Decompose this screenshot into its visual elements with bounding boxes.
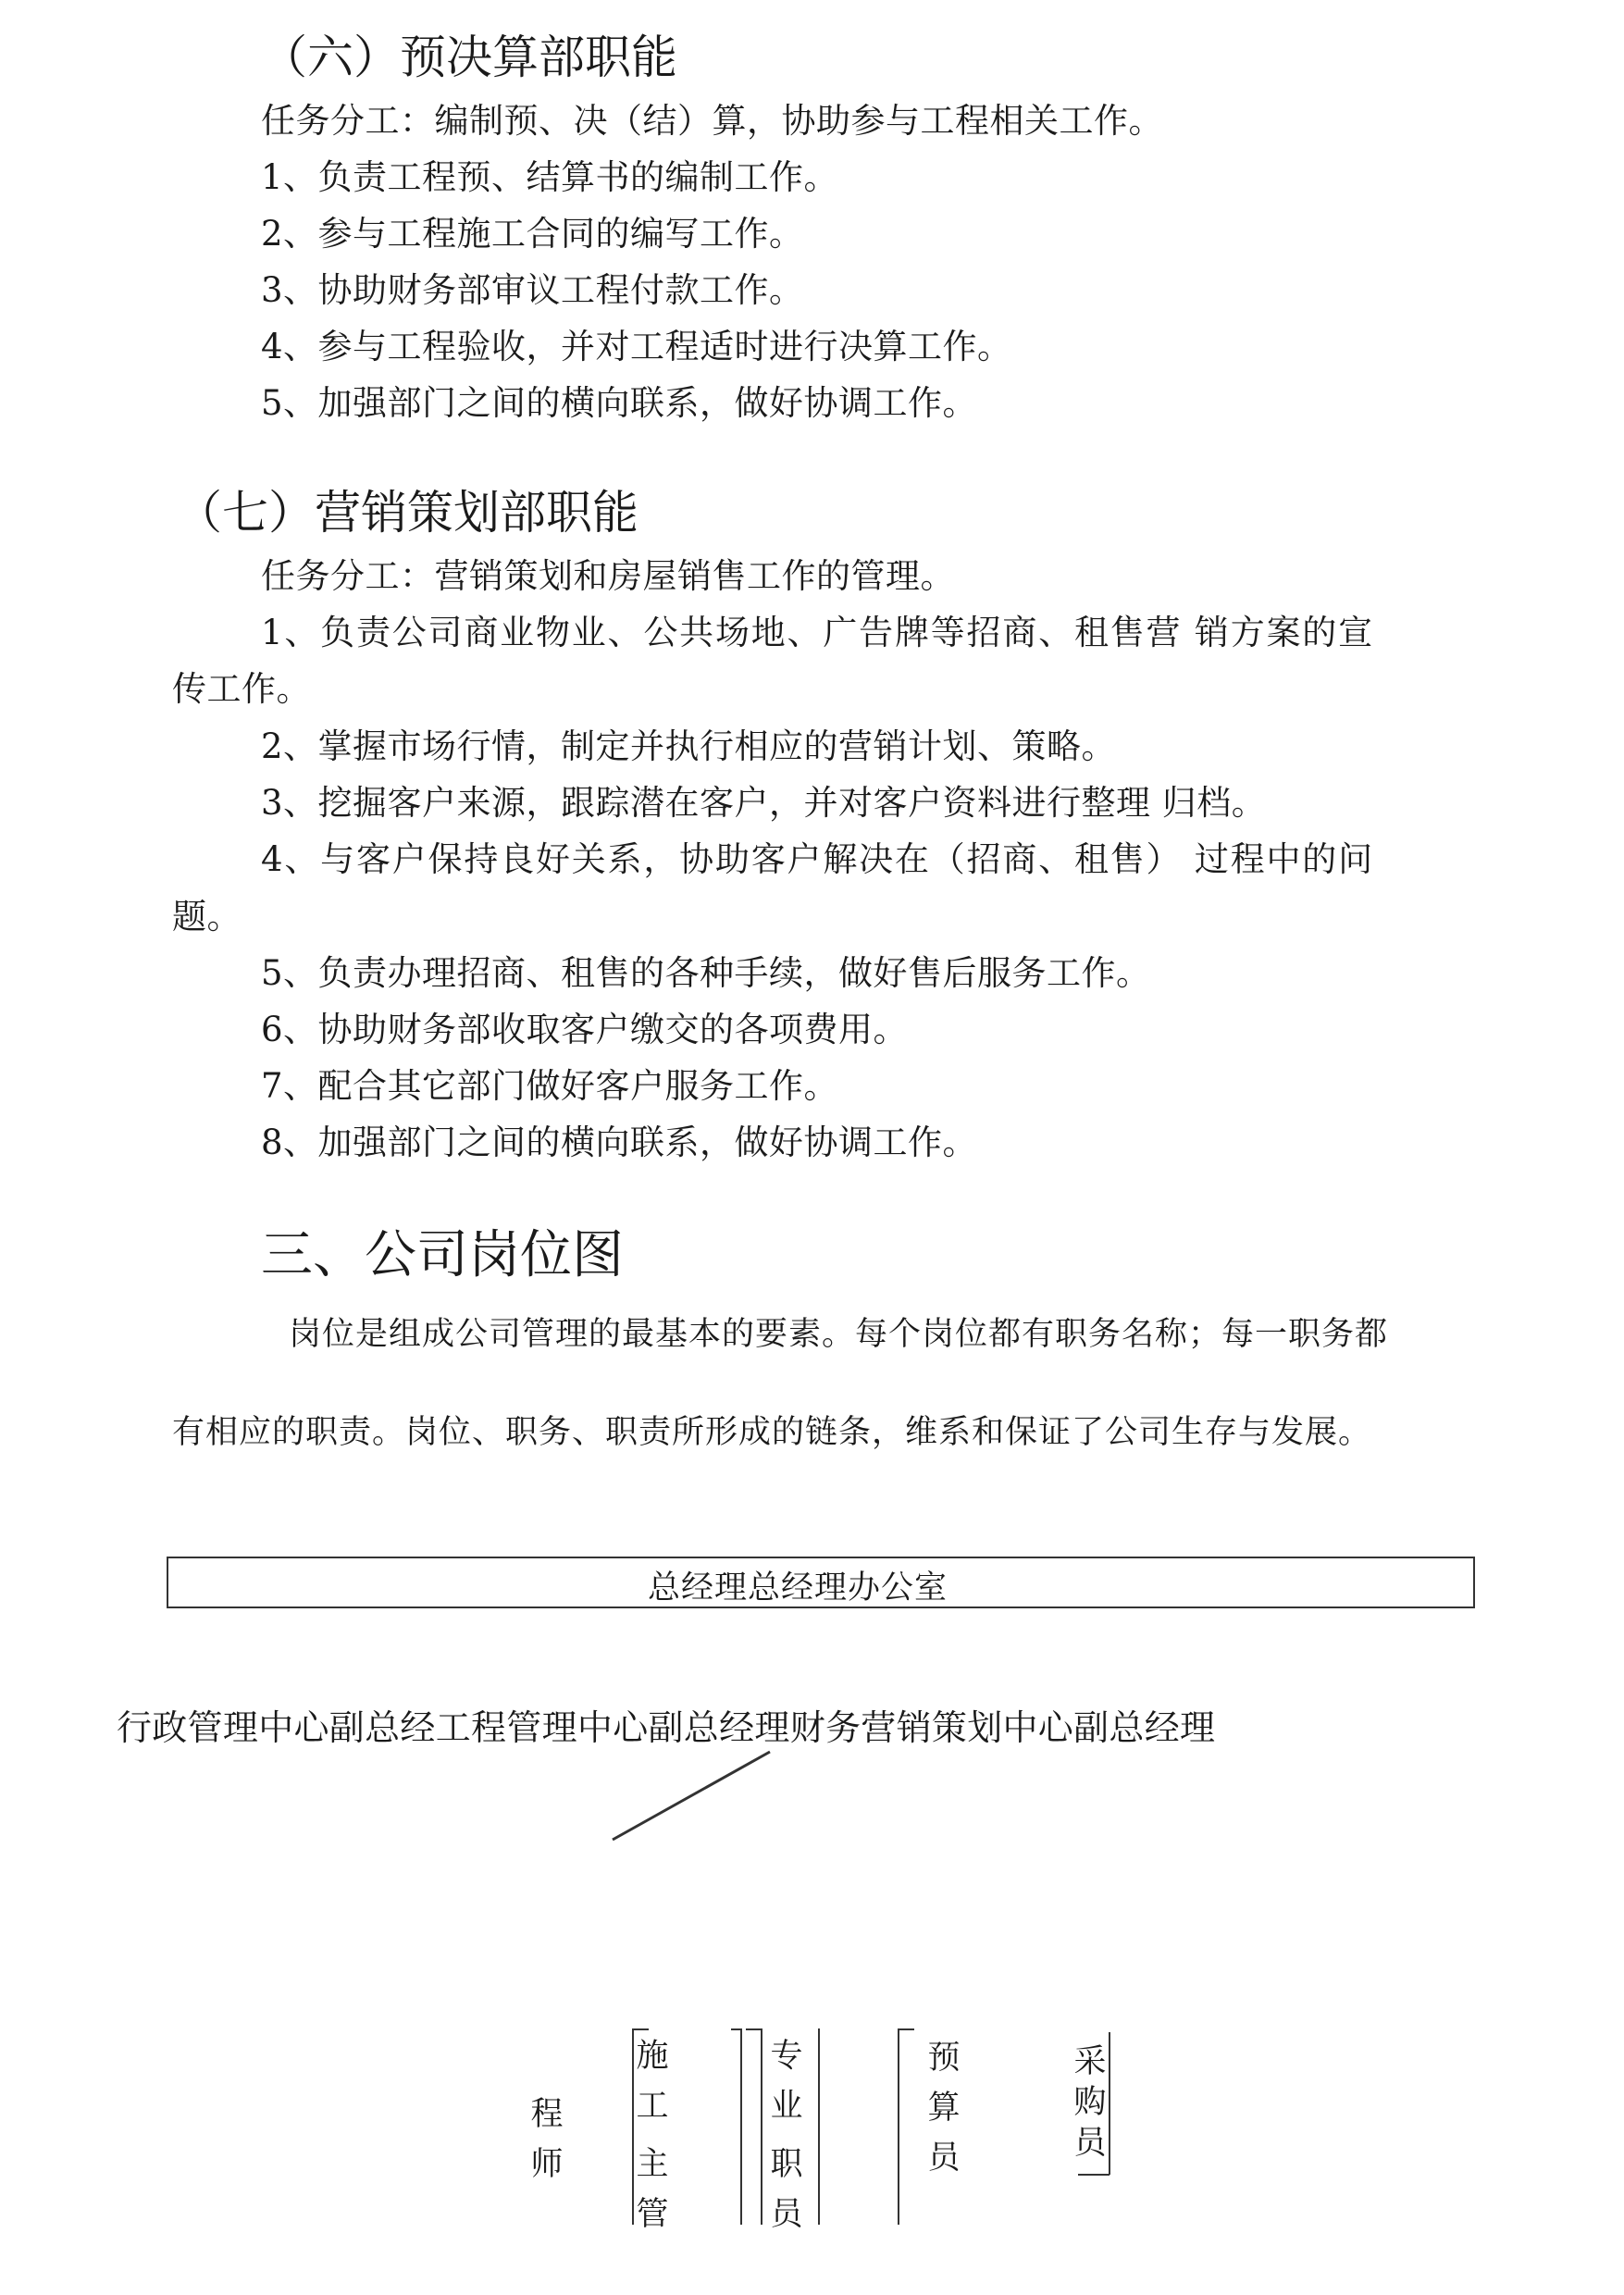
section-6-heading: （六）预决算部职能 <box>261 31 677 84</box>
sec7-item-4: 4、与客户保持良好关系，协助客户解决在（招商、租售） 过程中的问 <box>261 839 1374 879</box>
post-construction-char: 施 <box>636 2038 669 2075</box>
sec7-item-6: 6、协助财务部收取客户缴交的各项费用。 <box>261 1010 909 1049</box>
sec7-item-1-cont: 传工作。 <box>172 669 311 709</box>
sec3-paragraph-line-2: 有相应的职责。岗位、职务、职责所形成的链条，维系和保证了公司生存与发展。 <box>172 1414 1372 1451</box>
sec7-item-5: 5、负责办理招商、租售的各种手续，做好售后服务工作。 <box>261 953 1151 993</box>
post-construction-char: 主 <box>636 2146 669 2183</box>
post-specialist-char: 职 <box>770 2146 803 2183</box>
post-budget-char: 员 <box>927 2140 961 2177</box>
post-construction-char: 工 <box>636 2088 669 2125</box>
post-divider <box>898 2028 914 2030</box>
post-divider <box>632 2028 649 2030</box>
post-specialist-char: 专 <box>770 2038 803 2075</box>
sec6-item-5: 5、加强部门之间的横向联系，做好协调工作。 <box>261 383 978 423</box>
post-purchaser-char: 采 <box>1073 2043 1107 2080</box>
sec3-paragraph-line-1: 岗位是组成公司管理的最基本的要素。每个岗位都有职务名称；每一职务都 <box>289 1316 1389 1353</box>
post-engineer-char: 师 <box>530 2146 564 2183</box>
chart-second-row: 行政管理中心副总经工程管理中心副总经理财务营销策划中心副总经理 <box>117 1707 1216 1748</box>
connector-line <box>613 1752 770 1840</box>
post-divider <box>740 2028 742 2225</box>
post-budget-char: 预 <box>927 2040 961 2077</box>
chart-top-box-label: 总经理总经理办公室 <box>648 1569 948 1606</box>
post-divider <box>1078 2174 1110 2176</box>
sec7-item-8: 8、加强部门之间的横向联系，做好协调工作。 <box>261 1123 978 1162</box>
sec7-item-3: 3、挖掘客户来源，跟踪潜在客户，并对客户资料进行整理 归档。 <box>261 783 1267 823</box>
sec6-item-2: 2、参与工程施工合同的编写工作。 <box>261 214 804 254</box>
post-purchaser-char: 员 <box>1073 2125 1107 2162</box>
sec6-task-line: 任务分工：编制预、决（结）算，协助参与工程相关工作。 <box>261 101 1163 141</box>
post-divider <box>818 2028 820 2225</box>
post-purchaser-char: 购 <box>1073 2084 1107 2121</box>
post-specialist-char: 员 <box>770 2196 803 2233</box>
post-budget-char: 算 <box>927 2090 961 2127</box>
section-7-heading: （七）营销策划部职能 <box>176 486 638 540</box>
post-divider <box>898 2028 899 2225</box>
sec7-item-1: 1、负责公司商业物业、公共场地、广告牌等招商、租售营 销方案的宣 <box>261 613 1374 652</box>
post-divider <box>1109 2032 1110 2175</box>
sec7-item-4-cont: 题。 <box>172 897 242 937</box>
sec7-task-line: 任务分工：营销策划和房屋销售工作的管理。 <box>261 556 955 596</box>
post-construction-char: 管 <box>636 2196 669 2233</box>
section-3-heading: 三、公司岗位图 <box>261 1225 624 1285</box>
sec6-item-1: 1、负责工程预、结算书的编制工作。 <box>261 157 839 197</box>
post-divider <box>761 2028 762 2225</box>
sec7-item-2: 2、掌握市场行情，制定并执行相应的营销计划、策略。 <box>261 726 1117 766</box>
sec6-item-4: 4、参与工程验收，并对工程适时进行决算工作。 <box>261 327 1012 366</box>
sec6-item-3: 3、协助财务部审议工程付款工作。 <box>261 270 804 310</box>
sec7-item-7: 7、配合其它部门做好客户服务工作。 <box>261 1066 839 1106</box>
post-engineer-char: 程 <box>530 2096 564 2133</box>
post-specialist-char: 业 <box>770 2088 803 2125</box>
post-divider <box>746 2028 762 2030</box>
post-divider <box>731 2028 742 2030</box>
